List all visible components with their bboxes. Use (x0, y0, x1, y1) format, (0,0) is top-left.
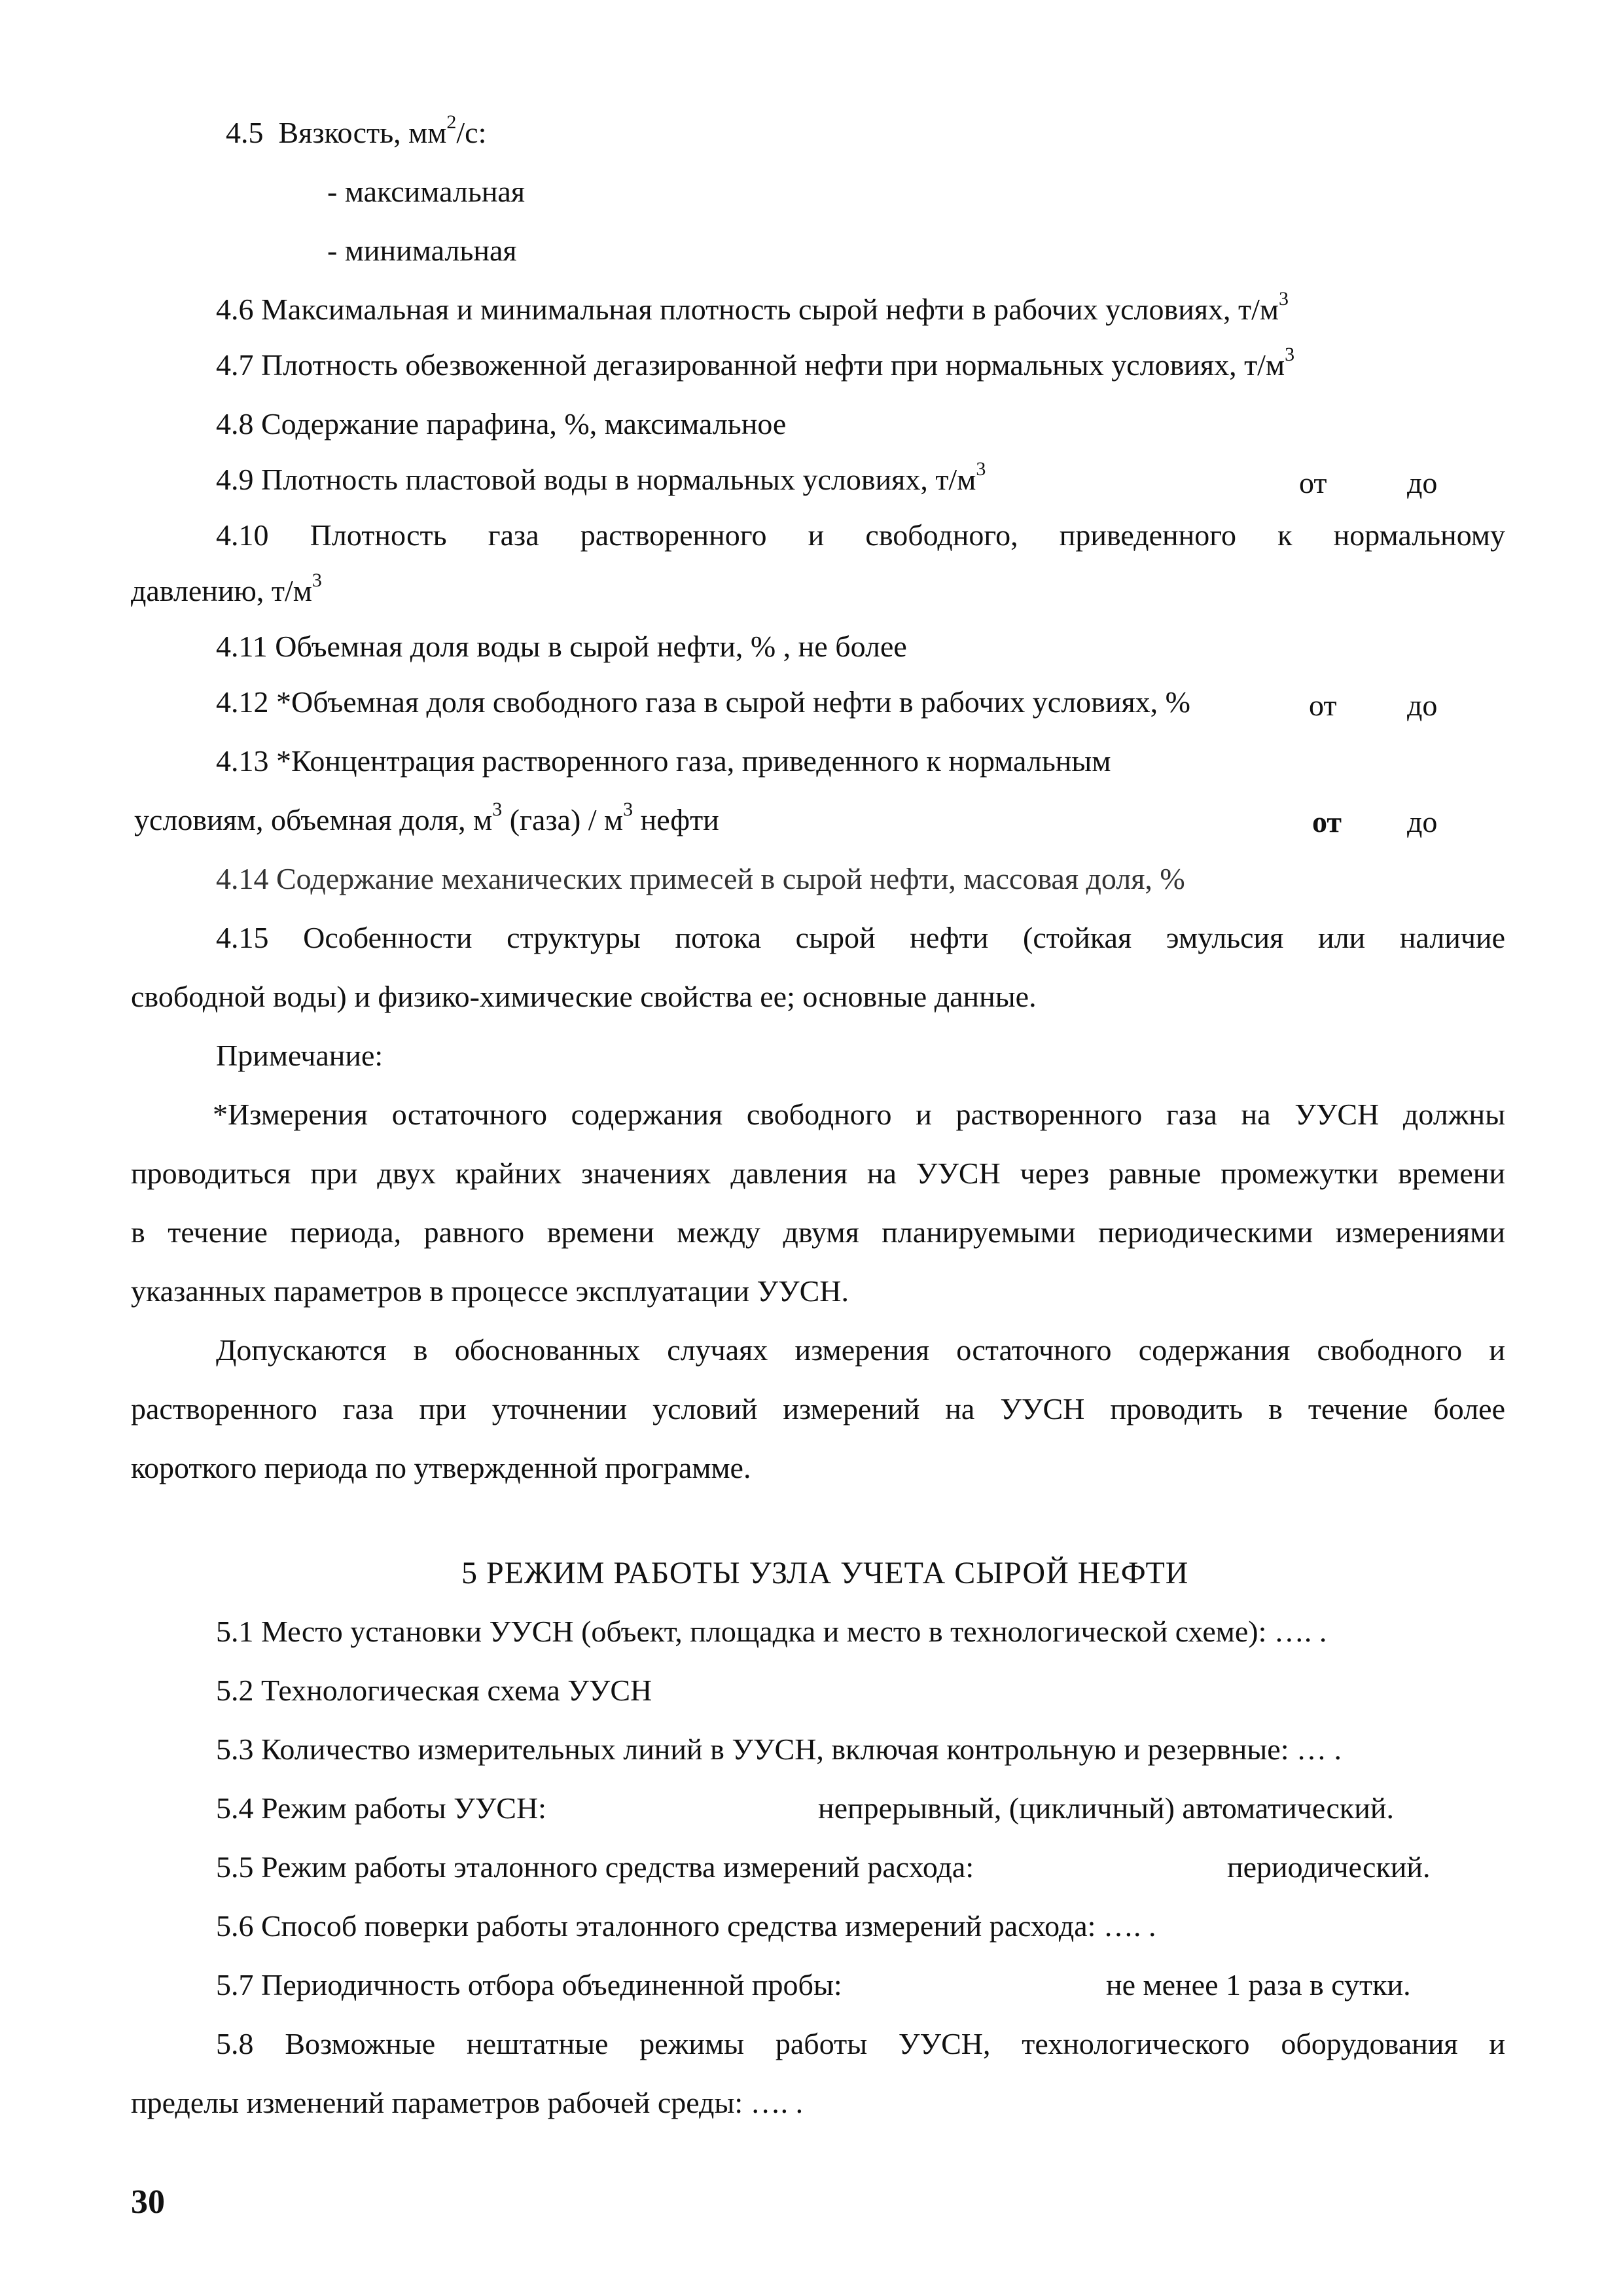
note-title: Примечание: (216, 1039, 383, 1072)
item-4-9-to: до (1407, 466, 1438, 499)
item-4-5-sup: 2 (446, 111, 457, 133)
item-5-5-value: периодический. (1227, 1850, 1431, 1884)
item-4-13-line2a: условиям, объемная доля, м (134, 803, 493, 836)
item-5-5-label: 5.5 Режим работы эталонного средства измерений расхода: (216, 1850, 974, 1884)
item-4-5-text: Вязкость, мм (278, 116, 447, 149)
item-4-5-tail: /с: (456, 116, 487, 149)
item-4-13-sup2: 3 (623, 798, 633, 820)
item-5-7-label: 5.7 Периодичность отбора объединенной пробы: (216, 1968, 842, 2001)
item-5-2: 5.2 Технологическая схема УУСН (216, 1674, 652, 1707)
item-4-11: 4.11 Объемная доля воды в сырой нефти, % , не более (216, 630, 907, 663)
item-4-10-line2-text: давлению, т/м (131, 574, 312, 607)
item-4-13-to: до (1407, 805, 1438, 838)
item-4-13-line2 (134, 798, 719, 838)
item-5-3: 5.3 Количество измерительных линий в УУСН, включая контрольную и резервные: … . (216, 1732, 1342, 1766)
page-number: 30 (131, 2183, 165, 2221)
item-4-15-line2: свободной воды) и физико-химические свойства ее; основные данные. (131, 980, 1037, 1013)
item-4-9-from: от (1299, 466, 1327, 499)
item-4-5-min: - минимальная (327, 234, 517, 267)
item-4-13-line2c: нефти (633, 803, 719, 836)
note-p2-line2: растворенного газа при уточнении условий измерений на УУСН проводить в течение более (131, 1392, 1505, 1426)
item-4-13-line1: 4.13 *Концентрация растворенного газа, приведенного к нормальным (216, 744, 1111, 778)
item-4-15-line1: 4.15 Особенности структуры потока сырой нефти (стойкая эмульсия или наличие (216, 921, 1505, 954)
item-5-8-line1: 5.8 Возможные нештатные режимы работы УУСН, технологического оборудования и (216, 2027, 1505, 2060)
section-5-heading: 5 РЕЖИМ РАБОТЫ УЗЛА УЧЕТА СЫРОЙ НЕФТИ (461, 1556, 1189, 1590)
item-5-8-line2: пределы изменений параметров рабочей среды: …. . (131, 2086, 804, 2119)
note-p1-line1: *Измерения остаточного содержания свободного и растворенного газа на УУСН должны (213, 1098, 1505, 1131)
item-5-4-label: 5.4 Режим работы УУСН: (216, 1791, 546, 1825)
note-p2-line3: короткого периода по утвержденной программе. (131, 1451, 751, 1484)
item-4-5 (226, 111, 487, 151)
item-4-6-text: 4.6 Максимальная и минимальная плотность сырой нефти в рабочих условиях, т/м (216, 293, 1279, 326)
note-p1-line4: указанных параметров в процессе эксплуатации УУСН. (131, 1274, 849, 1308)
item-4-10-line1: 4.10 Плотность газа растворенного и свободного, приведенного к нормальному (216, 518, 1505, 552)
item-4-7 (216, 343, 1295, 384)
item-5-7-value: не менее 1 раза в сутки. (1106, 1968, 1411, 2001)
item-4-7-text: 4.7 Плотность обезвоженной дегазированной нефти при нормальных условиях, т/м (216, 348, 1285, 382)
item-4-6-sup: 3 (1278, 287, 1289, 310)
item-5-6: 5.6 Способ поверки работы эталонного средства измерений расхода: …. . (216, 1909, 1156, 1943)
note-p1-line3: в течение периода, равного времени между двумя планируемыми периодическими измерениями (131, 1215, 1505, 1249)
note-p1-line2: проводиться при двух крайних значениях давления на УУСН через равные промежутки времени (131, 1157, 1505, 1190)
item-4-14: 4.14 Содержание механических примесей в сырой нефти, массовая доля, % (216, 862, 1185, 895)
item-4-9-text: 4.9 Плотность пластовой воды в нормальных условиях, т/м (216, 463, 976, 496)
item-4-10-sup: 3 (312, 569, 322, 591)
item-4-12: 4.12 *Объемная доля свободного газа в сырой нефти в рабочих условиях, % (216, 685, 1190, 719)
item-4-13-sup1: 3 (492, 798, 503, 820)
item-4-12-from: от (1309, 689, 1337, 722)
item-4-13-line2b: (газа) / м (502, 803, 624, 836)
item-5-4-value: непрерывный, (цикличный) автоматический. (818, 1791, 1394, 1825)
item-4-6 (216, 287, 1289, 328)
item-4-5-max: - максимальная (327, 175, 526, 208)
note-p2-line1: Допускаются в обоснованных случаях измерения остаточного содержания свободного и (216, 1333, 1505, 1367)
item-4-7-sup: 3 (1285, 343, 1295, 365)
item-4-8: 4.8 Содержание парафина, %, максимальное (216, 407, 787, 440)
item-4-10-line2 (131, 569, 322, 609)
item-4-5-number: 4.5 (226, 116, 264, 149)
item-4-9-sup: 3 (976, 457, 986, 480)
item-5-1: 5.1 Место установки УУСН (объект, площадка и место в технологической схеме): …. . (216, 1615, 1327, 1648)
item-4-12-to: до (1407, 689, 1438, 722)
item-4-13-from: от (1312, 805, 1342, 838)
item-4-9 (216, 457, 986, 498)
